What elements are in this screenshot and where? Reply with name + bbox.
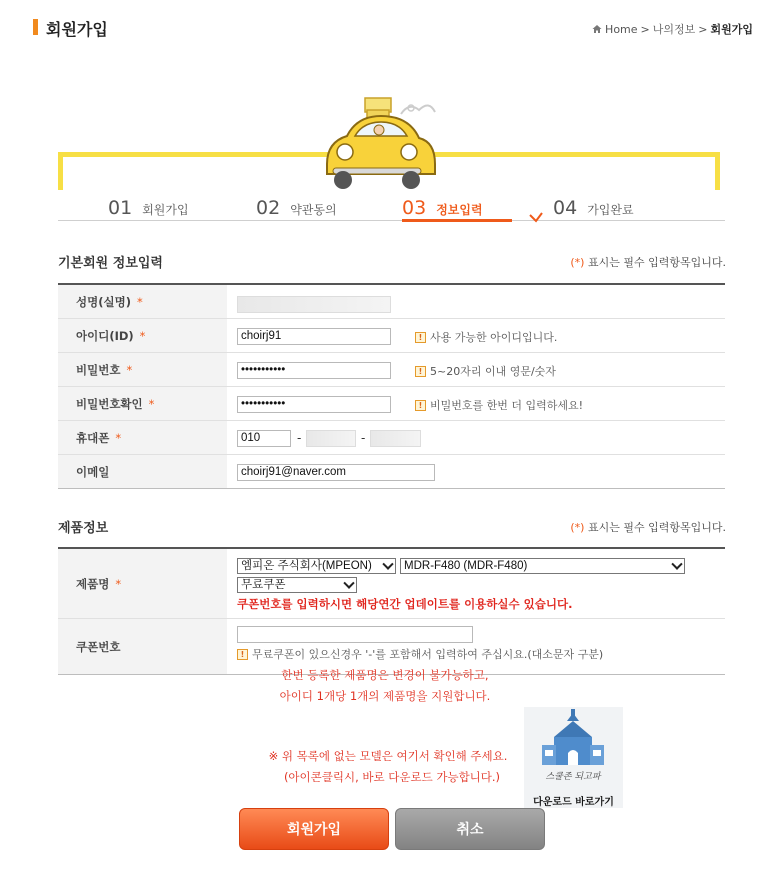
field-cell	[227, 421, 725, 454]
required-star: *	[126, 362, 133, 377]
step-1	[108, 197, 189, 219]
breadcrumb-home[interactable]: Home	[605, 22, 638, 36]
info-icon: !	[415, 366, 426, 377]
label-text: 아이디(ID)	[76, 328, 134, 343]
label-text: 이메일	[76, 464, 110, 479]
field-cell	[227, 285, 725, 318]
step-arrow-icon	[528, 211, 544, 223]
hint-text: 사용 가능한 아이디입니다.	[430, 331, 558, 344]
hint-text: 비밀번호를 한번 더 입력하세요!	[430, 399, 584, 412]
field-label	[58, 455, 227, 488]
required-star: *	[148, 396, 155, 411]
required-star: *	[115, 576, 122, 591]
label-text: 성명(실명)	[76, 294, 131, 309]
label-text: 비밀번호확인	[76, 396, 143, 411]
title-accent-bar	[33, 19, 38, 35]
password-hint	[415, 363, 556, 379]
join-button[interactable]: 회원가입	[239, 808, 389, 850]
basic-info-table	[58, 283, 725, 489]
password-input[interactable]: •••••••••••	[237, 362, 391, 379]
step-number: 03	[402, 197, 427, 219]
field-label	[58, 285, 227, 318]
field-cell	[227, 455, 725, 488]
required-note	[570, 254, 726, 270]
step-label: 가입완료	[587, 203, 634, 217]
phone-dash: -	[361, 431, 366, 445]
field-label	[58, 619, 227, 674]
school-script: 스쿨존 되고파	[545, 772, 601, 782]
info-icon: !	[415, 332, 426, 343]
breadcrumb-parent[interactable]: 나의정보	[652, 23, 696, 36]
coupon-hint	[237, 646, 603, 662]
chevron-down-icon	[343, 578, 354, 589]
step-label: 정보입력	[436, 203, 483, 217]
required-star: (*)	[570, 256, 585, 269]
step-3-active	[402, 197, 483, 219]
row-password-confirm	[58, 387, 725, 421]
step-label: 회원가입	[142, 203, 189, 217]
step-4	[553, 197, 634, 219]
chevron-down-icon	[671, 559, 682, 570]
breadcrumb-current: 회원가입	[710, 23, 753, 36]
name-input[interactable]	[237, 296, 391, 313]
breadcrumb-separator: >	[640, 22, 650, 36]
product-info-table	[58, 547, 725, 675]
step-number: 01	[108, 197, 133, 219]
select-value: MDR-F480 (MDR-F480)	[404, 560, 528, 572]
password-confirm-hint	[415, 397, 583, 413]
label-text: 제품명	[76, 576, 110, 591]
field-label	[58, 319, 227, 352]
school-icon	[524, 707, 623, 787]
phone-dash: -	[297, 431, 302, 445]
required-note-text: 표시는 필수 입력항목입니다.	[587, 256, 726, 269]
model-notice-line1: ※ 위 목록에 없는 모델은 여기서 확인해 주세요.	[268, 749, 508, 763]
coupon-message: 쿠폰번호를 입력하시면 해당연간 업데이트를 이용하실수 있습니다.	[237, 597, 573, 611]
email-input[interactable]: choirj91@naver.com	[237, 464, 435, 481]
stepper-baseline	[58, 220, 725, 221]
car-illustration	[313, 92, 441, 198]
select-value: 무료쿠폰	[241, 579, 286, 591]
product-notice-line2: 아이디 1개당 1개의 제품명을 지원합니다.	[279, 689, 491, 703]
model-select[interactable]	[400, 558, 685, 574]
field-label	[58, 549, 227, 618]
step-2	[256, 197, 337, 219]
field-cell	[227, 619, 725, 674]
phone-prefix-input[interactable]: 010	[237, 430, 291, 447]
product-info-title: 제품정보	[58, 521, 109, 536]
model-notice-line2: (아이콘클릭시, 바로 다운로드 가능합니다.)	[283, 770, 501, 784]
breadcrumb-separator: >	[698, 22, 708, 36]
info-icon: !	[415, 400, 426, 411]
page-title: 회원가입	[46, 20, 108, 39]
basic-info-title: 기본회원 정보입력	[58, 256, 163, 271]
step-number: 04	[553, 197, 578, 219]
field-label	[58, 421, 227, 454]
chevron-down-icon	[382, 559, 393, 570]
hint-text: 5~20자리 이내 영문/숫자	[430, 365, 556, 378]
hint-text: 무료쿠폰이 있으신경우 '-'를 포함해서 입력하여 주십시요.(대소문자 구분)	[252, 648, 604, 661]
label-text: 휴대폰	[76, 430, 110, 445]
breadcrumb	[592, 21, 753, 37]
select-value: 엠피온 주식회사(MPEON)	[241, 560, 372, 572]
home-icon[interactable]	[592, 24, 602, 34]
id-input[interactable]: choirj91	[237, 328, 391, 345]
step-label: 약관동의	[290, 203, 337, 217]
field-cell	[227, 549, 725, 618]
required-star: *	[139, 328, 146, 343]
coupon-type-select[interactable]	[237, 577, 357, 593]
required-note-text: 표시는 필수 입력항목입니다.	[587, 521, 726, 534]
label-text: 비밀번호	[76, 362, 121, 377]
field-label	[58, 353, 227, 386]
password-confirm-input[interactable]: •••••••••••	[237, 396, 391, 413]
step-number: 02	[256, 197, 281, 219]
label-text: 쿠폰번호	[76, 639, 121, 654]
row-id	[58, 319, 725, 353]
required-star: (*)	[570, 521, 585, 534]
phone-middle-input[interactable]	[306, 430, 356, 447]
row-name	[58, 285, 725, 319]
phone-last-input[interactable]	[370, 430, 421, 447]
field-cell	[227, 353, 725, 386]
download-label[interactable]: 다운로드 바로가기	[533, 797, 614, 808]
id-hint	[415, 329, 557, 345]
coupon-input[interactable]	[237, 626, 473, 643]
row-email	[58, 455, 725, 489]
row-password	[58, 353, 725, 387]
row-phone	[58, 421, 725, 455]
info-icon: !	[237, 649, 248, 660]
field-label	[58, 387, 227, 420]
required-star: *	[115, 430, 122, 445]
field-cell	[227, 319, 725, 352]
field-cell	[227, 387, 725, 420]
product-notice-line1: 한번 등록한 제품명은 변경이 불가능하고,	[281, 668, 489, 682]
row-product	[58, 549, 725, 619]
maker-select[interactable]	[237, 558, 396, 574]
active-step-underline	[402, 219, 512, 222]
required-note	[570, 519, 726, 535]
cancel-button[interactable]: 취소	[395, 808, 545, 850]
required-star: *	[136, 294, 143, 309]
